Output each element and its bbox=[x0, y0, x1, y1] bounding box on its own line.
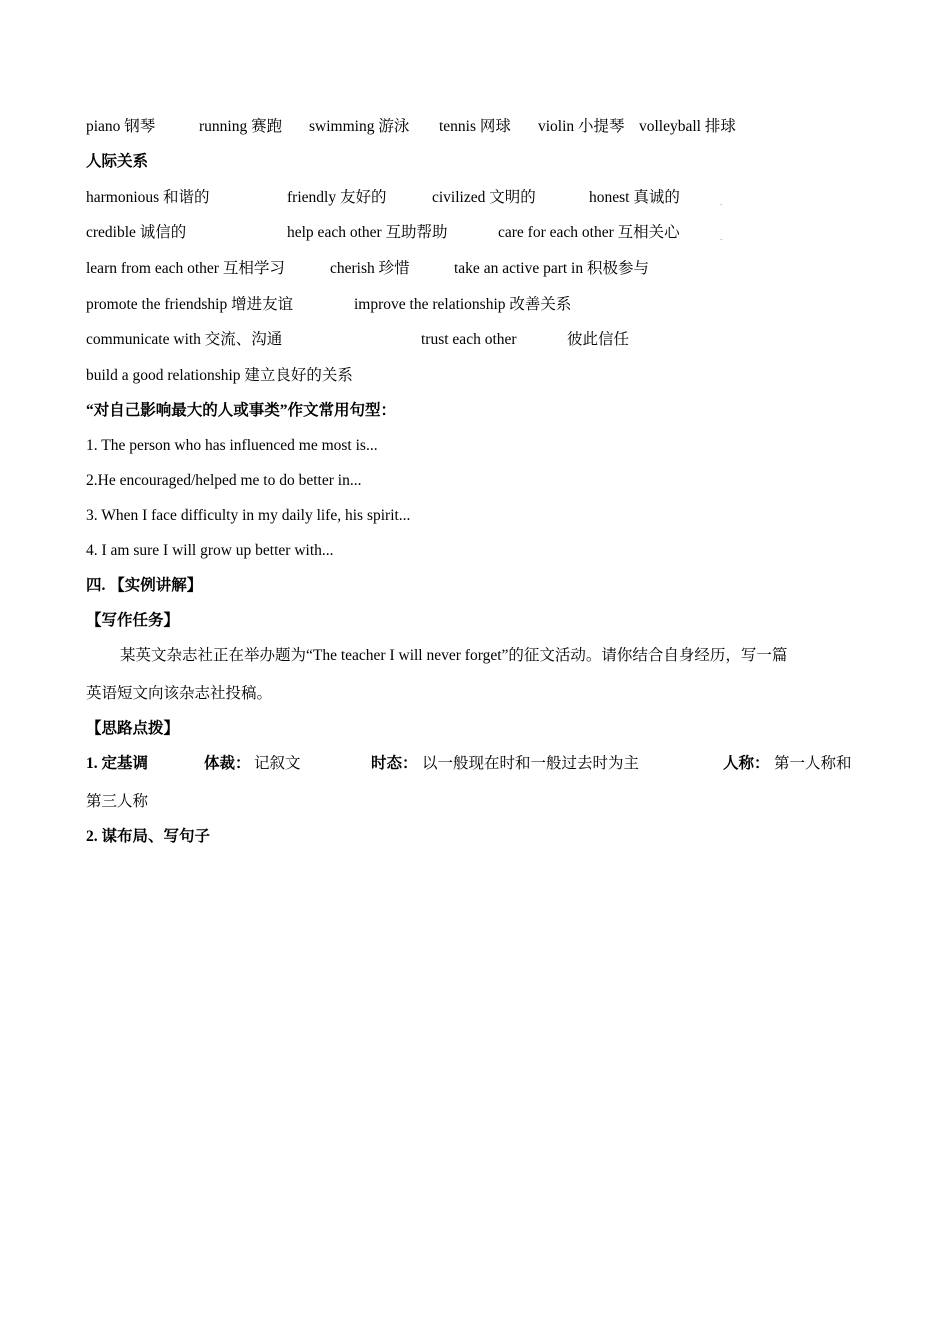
vocab-item: tennis 网球 bbox=[439, 118, 511, 135]
person-value-cont: 第三人称 bbox=[86, 793, 149, 810]
vocab-item: harmonious 和谐的 bbox=[86, 189, 210, 206]
vocab-item: learn from each other 互相学习 bbox=[86, 260, 285, 277]
vocab-item: 彼此信任 bbox=[567, 331, 630, 348]
vocab-item: running 赛跑 bbox=[199, 118, 283, 135]
vocab-item: violin 小提琴 bbox=[538, 118, 625, 135]
tense-label: 时态： bbox=[371, 755, 418, 772]
format-mark: . bbox=[720, 232, 723, 242]
vocab-item: trust each other bbox=[421, 331, 517, 348]
step1-title: 1. 定基调 bbox=[86, 755, 149, 772]
vocab-item: civilized 文明的 bbox=[432, 189, 536, 206]
person-label: 人称： bbox=[723, 755, 770, 772]
document-page: piano 钢琴 running 赛跑 swimming 游泳 tennis 网球 violin 小提琴 volleyball 排球 人际关系 harmonious 和谐的 friendly 友好的 civilized 文明的 honest 真诚的 . credible 诚信的 help each other 互助帮助 care for each other 互相关心 . learn from each other 互相学习 cherish 珍惜 take an active part in 积极参与 promote the friendship 增进友谊 improve the relationship 改善关系 communicate with 交流、沟通 trust each other 彼此信任 build a good relationship 建立良好的关系 “对自己影响最大的人或事类”作文常用句型： 1. The person who has influenced me most is... 2.He encouraged/helped me to do better in... 3. When I face difficulty in my daily life, his spirit... 4. I am sure I will grow up better with... 四. 【实例讲解】 【写作任务】 某英文杂志社正在举办题为“The teacher I will never forget”的征文活动。请你结合自身经历，写一篇 英语短文向该杂志社投稿。 【思路点拨】 1. 定基调 体裁： 记叙文 时态： 以一般现在时和一般过去时为主 人称： 第一人称和 第三人称 2. 谋布局、写句子 bbox=[86, 118, 852, 845]
vocab-item: credible 诚信的 bbox=[86, 224, 187, 241]
vocab-item: take an active part in 积极参与 bbox=[454, 260, 649, 277]
vocab-item: build a good relationship 建立良好的关系 bbox=[86, 367, 353, 384]
vocab-item: volleyball 排球 bbox=[639, 118, 736, 135]
vocab-item: promote the friendship 增进友谊 bbox=[86, 296, 294, 313]
genre-label: 体裁： bbox=[204, 755, 251, 772]
vocab-item: honest 真诚的 bbox=[589, 189, 680, 206]
tense-value: 以一般现在时和一般过去时为主 bbox=[422, 755, 640, 772]
format-mark: . bbox=[720, 197, 723, 207]
vocab-item: swimming 游泳 bbox=[309, 118, 410, 135]
vocab-item: piano 钢琴 bbox=[86, 118, 156, 135]
vocab-item: cherish 珍惜 bbox=[330, 260, 410, 277]
genre-value: 记叙文 bbox=[254, 755, 301, 772]
person-value: 第一人称和 bbox=[774, 755, 852, 772]
vocab-item: help each other 互助帮助 bbox=[287, 224, 448, 241]
vocab-item: communicate with 交流、沟通 bbox=[86, 331, 283, 348]
vocab-item: improve the relationship 改善关系 bbox=[354, 296, 572, 313]
vocab-item: friendly 友好的 bbox=[287, 189, 387, 206]
vocab-item: care for each other 互相关心 bbox=[498, 224, 680, 241]
